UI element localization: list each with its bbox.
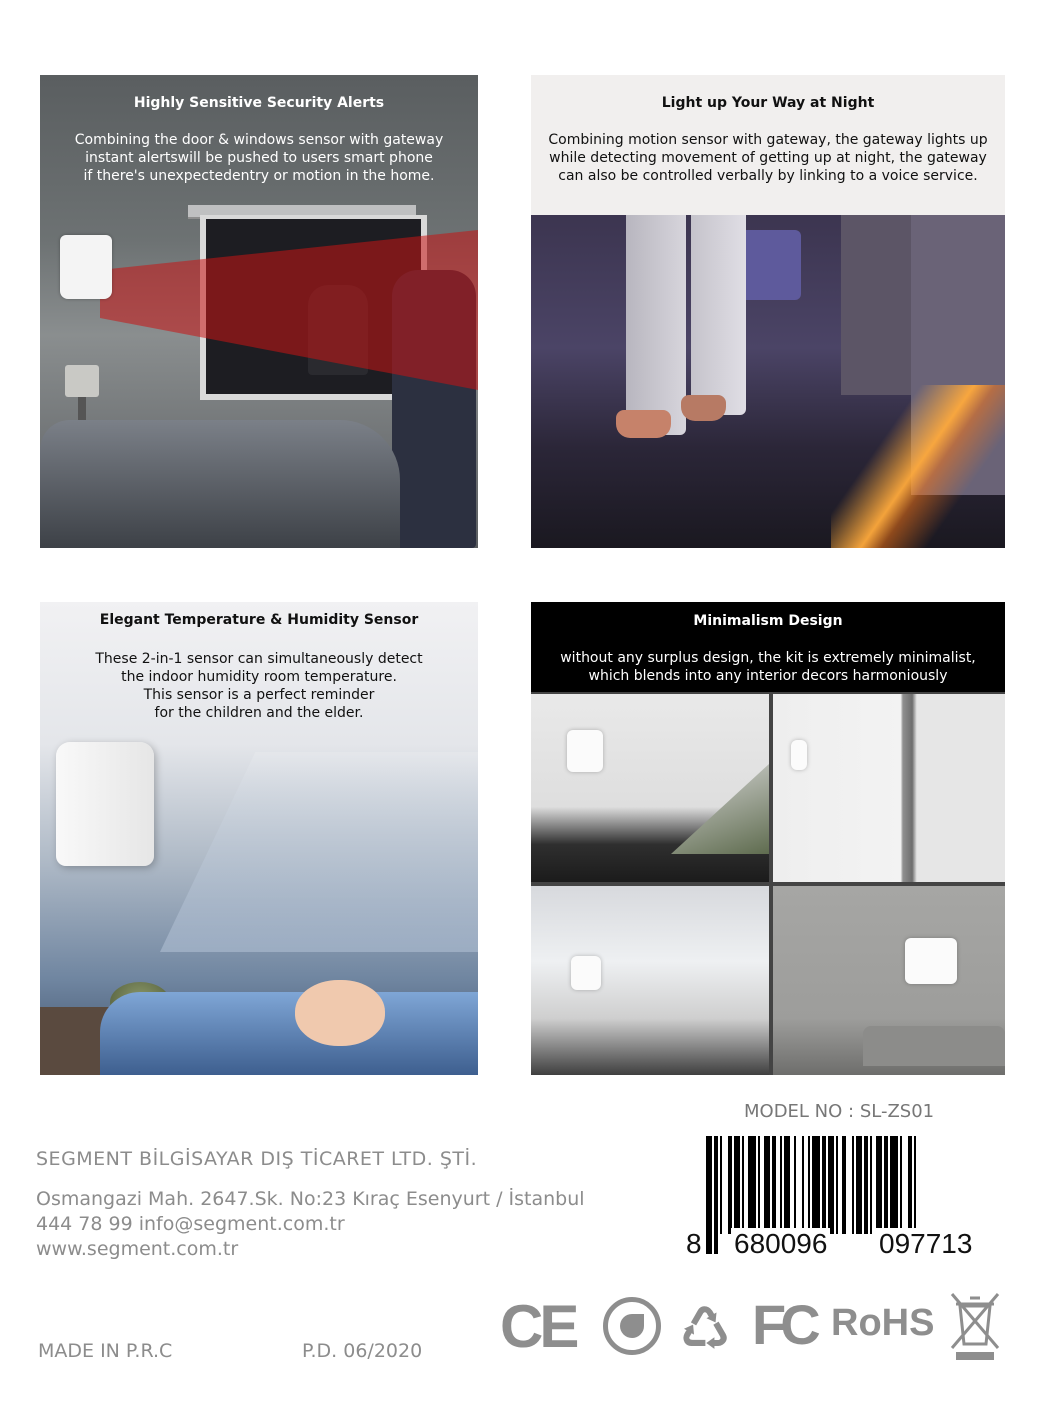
interior-photo — [773, 886, 1005, 1075]
rohs-icon: RoHS — [831, 1302, 935, 1344]
barcode-bar — [764, 1136, 770, 1234]
barcode-bar — [734, 1136, 740, 1234]
foot-image — [616, 410, 671, 438]
panel-description: Combining the door & windows sensor with gateway instant alertswill be pushed to users smart phone if there's unexpectedentry or motion in the home. — [74, 132, 444, 184]
barcode-bar — [842, 1136, 846, 1234]
barcode-bar — [828, 1136, 834, 1234]
panel-security-alerts — [40, 75, 478, 548]
night-scene-image — [531, 215, 1005, 548]
panel-night-light — [531, 75, 1005, 548]
barcode-bar — [742, 1136, 744, 1234]
bed-image — [40, 420, 400, 548]
door-frame — [841, 215, 911, 395]
leg-image — [691, 215, 746, 415]
barcode-bar — [784, 1136, 790, 1234]
sensor-device — [905, 938, 957, 984]
barcode-bar — [772, 1136, 776, 1234]
production-date: P.D. 06/2020 — [302, 1340, 423, 1362]
interior-photo — [773, 694, 1005, 882]
company-name: SEGMENT BİLGİSAYAR DIŞ TİCARET LTD. ŞTİ. — [36, 1148, 478, 1170]
barcode-digits-right: 097713 — [876, 1228, 975, 1260]
interior-photo — [531, 886, 769, 1075]
green-dot-icon — [603, 1297, 661, 1355]
barcode-bar — [720, 1136, 722, 1234]
model-number: MODEL NO : SL-ZS01 — [744, 1101, 935, 1122]
barcode-bar — [794, 1136, 796, 1234]
panel-title: Minimalism Design — [693, 613, 843, 629]
sofa — [863, 1026, 1005, 1066]
barcode-bar — [876, 1136, 882, 1234]
fcc-icon: FC — [752, 1293, 815, 1356]
barcode-bar — [852, 1136, 854, 1234]
panel-description: These 2-in-1 sensor can simultaneously detect the indoor humidity room temperature. This sensor is a perfect reminder for the children and the elder. — [95, 651, 423, 721]
baby-bed — [100, 992, 478, 1075]
barcode-bar — [884, 1136, 888, 1234]
sleeping-baby — [295, 980, 385, 1046]
lamp-shade — [65, 365, 99, 397]
barcode-bar — [870, 1136, 872, 1234]
recycle-icon: ♺ — [680, 1297, 731, 1360]
panel-description: Combining motion sensor with gateway, the gateway lights up while detecting movement of getting up at night, the gateway can also be controlled verbally by linking to a voice service. — [548, 132, 988, 184]
leg-image — [626, 215, 686, 435]
bed-canopy — [160, 752, 478, 952]
barcode-bar — [706, 1136, 712, 1254]
panel-minimalism-design — [531, 602, 1005, 1075]
company-contact: 444 78 99 info@segment.com.tr — [36, 1213, 345, 1235]
barcode-bar — [714, 1136, 718, 1254]
motion-sensor-device — [60, 235, 112, 299]
ce-mark-icon: CE — [500, 1293, 576, 1360]
weee-crossed-bin-icon — [948, 1290, 1002, 1362]
made-in-label: MADE IN P.R.C — [38, 1340, 173, 1362]
barcode-digits-left: 680096 — [731, 1228, 830, 1260]
barcode-bar — [908, 1136, 912, 1234]
barcode-bar — [780, 1136, 782, 1234]
panel-description: without any surplus design, the kit is extremely minimalist, which blends into any interior decors harmoniously — [560, 650, 976, 684]
company-website: www.segment.com.tr — [36, 1238, 239, 1260]
door-sensor-device — [791, 740, 807, 770]
interior-photo — [531, 694, 769, 882]
barcode-bar — [856, 1136, 862, 1234]
barcode-bar — [900, 1136, 902, 1234]
panel-title: Light up Your Way at Night — [661, 95, 875, 111]
panel-title: Elegant Temperature & Humidity Sensor — [99, 612, 419, 628]
barcode-bar — [822, 1136, 826, 1234]
barcode-bar — [728, 1136, 732, 1234]
barcode-digit-first: 8 — [686, 1228, 702, 1259]
sensor-device — [571, 956, 601, 990]
temperature-sensor-device — [56, 742, 154, 866]
barcode-bar — [836, 1136, 838, 1234]
barcode-bar — [748, 1136, 756, 1234]
barcode-bar — [914, 1136, 916, 1234]
sensor-device — [567, 730, 603, 772]
panel-title: Highly Sensitive Security Alerts — [133, 95, 385, 111]
foot-image — [681, 395, 726, 421]
company-address: Osmangazi Mah. 2647.Sk. No:23 Kıraç Esenyurt / İstanbul — [36, 1188, 585, 1210]
barcode-bar — [890, 1136, 898, 1234]
barcode-bar — [802, 1136, 804, 1234]
panel-temperature-humidity — [40, 602, 478, 1075]
barcode-bar — [864, 1136, 868, 1234]
staircase — [671, 764, 769, 854]
barcode-bar — [758, 1136, 760, 1234]
led-strip-glow — [831, 385, 1005, 548]
